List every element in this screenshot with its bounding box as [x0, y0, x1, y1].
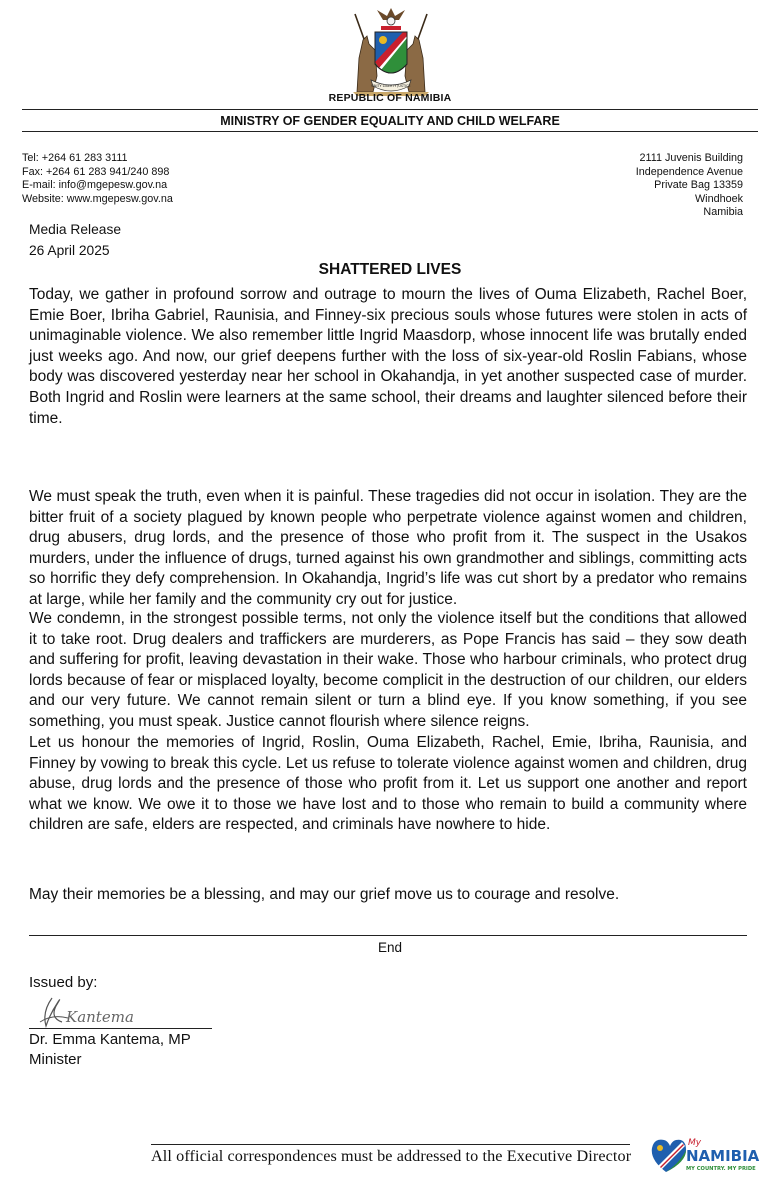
signer-name: Dr. Emma Kantema, MP: [29, 1031, 191, 1048]
release-type: Media Release: [29, 222, 122, 237]
contact-tel: Tel: +264 61 283 3111: [22, 152, 128, 164]
address-street: Independence Avenue: [635, 165, 743, 178]
body-paragraph: Let us honour the memories of Ingrid, Roslin, Ouma Elizabeth, Rachel, Emie, Ibriha, Raunisia, and Finney by vowing to break this cycle. Let us refuse to tolerate violence against women and children, drug abuse, drug lords and the presence of those who profit from it. Let us support one another and report what we know. We owe it to those we have lost and to those who remain to build a community where children are safe, elders are respected, and criminals have nowhere to hide.: [29, 734, 747, 834]
headline: SHATTERED LIVES: [318, 261, 462, 278]
body-paragraph: Today, we gather in profound sorrow and outrage to mourn the lives of Ouma Elizabeth, Rachel Boer, Emie Boer, Ibriha Gabriel, Raunisia, and Finney-six precious souls whose futures were stolen in acts of unimaginable violence. We also remember little Ingrid Maasdorp, whose innocent life was brutally ended just weeks ago. And now, our grief deepens further with the loss of six-year-old Roslin Fabians, whose body was discovered yesterday near her school in Okahandja, in yet another suspected case of murder. Both Ingrid and Roslin were learners at the same school, their dreams and laughter silenced before their time.: [29, 286, 747, 427]
address-country: Namibia: [703, 206, 743, 219]
contact-website: Website: www.mgepesw.gov.na: [22, 192, 173, 205]
address-bag: Private Bag 13359: [654, 179, 743, 192]
coat-of-arms-icon: [343, 6, 439, 98]
end-label: End: [377, 940, 403, 955]
release-info: [29, 220, 121, 261]
body-paragraph: We must speak the truth, even when it is painful. These tragedies did not occur in isolation. They are the bitter fruit of a society plagued by known people who perpetrate violence against women and children, drug abusers, drug lords, and the presence of those who profit from it. The suspect in the Usakos murders, under the influence of drugs, turned against his own grandmother and siblings, committing acts so horrific they defy comprehension. In Okahandja, Ingrid’s life was cut short by a predator who remains at large, while her family and the community cry out for justice.: [29, 488, 747, 608]
signer-title: Minister: [29, 1051, 82, 1068]
body-paragraph: We condemn, in the strongest possible terms, not only the violence itself but the conditions that allowed it to take root. Drug dealers and traffickers are murderers, as Pope Francis has said – they sow death and suffering for profit, leaving devastation in their wake. Those who harbour criminals, who protect drug lords because of fear or misplaced loyalty, become complicit in the destruction of our children, our elders and our very future. We cannot remain silent or turn a blind eye. If you know something, if you see something, you must speak. Justice cannot flourish where silence reigns.: [29, 610, 747, 730]
address-building: 2111 Juvenis Building: [639, 152, 743, 164]
svg-text:My: My: [688, 1138, 702, 1148]
closing-line: May their memories be a blessing, and may our grief move us to courage and resolve.: [29, 886, 620, 903]
svg-text:MY COUNTRY. MY PRIDE: MY COUNTRY. MY PRIDE: [686, 1166, 756, 1172]
footer-note: All official correspondences must be addressed to the Executive Director: [151, 1147, 632, 1165]
footer-divider: [151, 1144, 630, 1145]
address-city: Windhoek: [694, 192, 743, 205]
end-divider: [29, 935, 747, 936]
contact-fax: Fax: +264 61 283 941/240 898: [22, 165, 170, 178]
header-divider: [22, 109, 758, 110]
republic-name: REPUBLIC OF NAMIBIA: [328, 92, 452, 104]
header-divider: [22, 131, 758, 132]
svg-text:Kantema: Kantema: [66, 1008, 134, 1026]
address-block: [636, 152, 743, 220]
issued-by-label: Issued by:: [29, 974, 98, 991]
svg-text:NAMIBIA: NAMIBIA: [686, 1147, 760, 1165]
signature-icon: [32, 992, 182, 1032]
ministry-name: MINISTRY OF GENDER EQUALITY AND CHILD WELFARE: [220, 114, 560, 128]
svg-text:UNITY LIBERTY JUSTICE: UNITY LIBERTY JUSTICE: [371, 84, 411, 88]
my-namibia-logo-icon: [648, 1132, 760, 1180]
contact-email: E-mail: info@mgepesw.gov.na: [22, 179, 168, 192]
signer-block: [29, 1030, 191, 1070]
contact-block: [22, 152, 173, 206]
release-date: 26 April 2025: [29, 242, 110, 258]
signature-line: [29, 1028, 212, 1029]
